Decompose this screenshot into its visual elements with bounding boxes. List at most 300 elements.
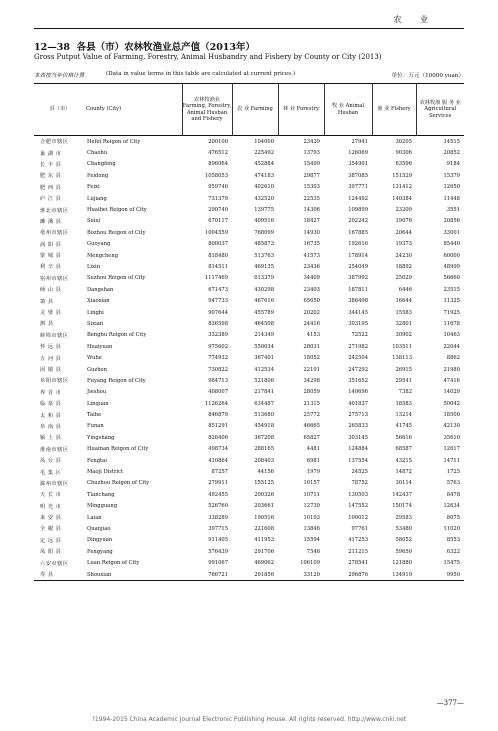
- value-cell: 130503: [348, 491, 368, 498]
- value-cell: 10103: [303, 514, 320, 521]
- value-cell: 521806: [254, 377, 274, 384]
- table-row: [34, 307, 464, 318]
- county-name-cn: 合肥市辖区: [40, 139, 69, 146]
- value-cell: 20852: [443, 150, 460, 157]
- value-cell: 291856: [232, 569, 278, 581]
- county-name-en: Linquan: [87, 400, 109, 407]
- table-row: [34, 523, 464, 534]
- value-cell: 814511: [208, 263, 228, 270]
- table-row: [34, 330, 464, 341]
- value-cell: 22101: [303, 366, 320, 373]
- value-cell: 21980: [443, 366, 460, 373]
- value-cell: 11325: [443, 298, 460, 305]
- value-cell: 12617: [443, 446, 460, 453]
- county-name-en: Hefei Reigon of City: [87, 138, 141, 145]
- county-name-en: Yingshang: [87, 434, 115, 441]
- table-row: [34, 569, 464, 581]
- value-cell: 15303: [303, 184, 320, 191]
- value-cell: 634487: [254, 400, 274, 407]
- table-row: [34, 193, 464, 204]
- value-cell: 50042: [443, 400, 460, 407]
- value-cell: 140696: [348, 389, 368, 396]
- county-name-cn: 蒙 城 县: [40, 253, 62, 260]
- value-cell: 401837: [348, 400, 368, 407]
- value-cell: 155125: [254, 480, 274, 487]
- table-row: [34, 170, 464, 181]
- value-cell: 109899: [348, 207, 368, 214]
- county-name-cn: 亳州市辖区: [40, 230, 69, 237]
- county-name-en: Guzhen: [87, 366, 107, 373]
- county-name-en: Suixi: [87, 218, 101, 225]
- county-name-cn: 滁州市辖区: [40, 480, 69, 487]
- value-cell: 10157: [303, 480, 320, 487]
- county-name-cn: 庐 江 县: [40, 196, 62, 203]
- value-cell: 907644: [208, 309, 228, 316]
- value-cell: 464508: [254, 320, 274, 327]
- value-cell: 550034: [254, 343, 274, 350]
- value-cell: 20644: [395, 229, 412, 236]
- value-cell: 576439: [208, 548, 228, 555]
- value-cell: 14872: [395, 469, 412, 476]
- value-cell: 8075: [446, 514, 460, 521]
- value-cell: 78752: [351, 480, 368, 487]
- value-cell: 41573: [303, 252, 320, 259]
- value-cell: 126069: [348, 150, 368, 157]
- data-table: [34, 83, 464, 581]
- value-cell: 103511: [392, 343, 412, 350]
- value-cell: 138113: [392, 355, 412, 362]
- value-cell: 1979: [306, 469, 320, 476]
- value-cell: 332389: [208, 332, 228, 339]
- county-name-en: Changfeng: [87, 161, 116, 168]
- table-row: [34, 409, 464, 420]
- county-name-cn: 长 丰 县: [40, 161, 62, 168]
- value-cell: 211215: [348, 548, 368, 555]
- table-row: [34, 239, 464, 250]
- value-cell: 56616: [395, 434, 412, 441]
- value-cell: 991067: [208, 560, 228, 567]
- table-row: [34, 250, 464, 261]
- county-name-cn: 灵 璧 县: [40, 310, 62, 317]
- value-cell: 192616: [348, 241, 368, 248]
- table-row: [34, 398, 464, 409]
- table-row: [34, 364, 464, 375]
- value-cell: 178914: [348, 252, 368, 259]
- value-cell: 47416: [443, 377, 460, 384]
- value-cell: 959746: [208, 184, 228, 191]
- county-name-cn: 寿 县: [34, 569, 86, 581]
- value-cell: 947733: [208, 298, 228, 305]
- value-cell: 23209: [395, 207, 412, 214]
- table-row: [34, 432, 464, 443]
- county-name-cn: 界 首 市: [40, 389, 62, 396]
- county-name-en: Sixian: [87, 320, 104, 327]
- value-cell: 217841: [254, 389, 274, 396]
- county-name-en: Chuzhou Reigon of City: [87, 480, 150, 487]
- value-cell: 242504: [348, 355, 368, 362]
- value-cell: 344145: [348, 309, 368, 316]
- value-cell: 48999: [443, 263, 460, 270]
- value-cell: 265833: [348, 423, 368, 430]
- value-cell: 43215: [395, 457, 412, 464]
- county-name-cn: 砀 山 县: [40, 287, 62, 294]
- value-cell: 10463: [443, 332, 460, 339]
- value-cell: 11678: [443, 320, 460, 327]
- county-name-en: Mingguang: [87, 503, 118, 510]
- section-header: 农 业: [393, 15, 436, 24]
- county-name-en: Taihe: [87, 412, 102, 419]
- copyright-footer: ?1994-2015 China Academic Journal Electronic Publishing House. All rights reserved. http://www.cnki.net: [91, 716, 407, 723]
- value-cell: 23403: [303, 286, 320, 293]
- col-services: 农林牧渔 服 务 业 Agricultural Services: [416, 84, 464, 136]
- table-row: [34, 444, 464, 455]
- value-cell: 139775: [254, 207, 274, 214]
- county-name-en: Fengtai: [87, 457, 107, 464]
- county-name-en: Feixi: [87, 184, 100, 191]
- value-cell: 354901: [348, 161, 368, 168]
- value-cell: 275713: [348, 412, 368, 419]
- value-cell: 411953: [254, 537, 274, 544]
- county-name-cn: 颍 上 县: [40, 435, 62, 442]
- value-cell: 134919: [372, 569, 416, 581]
- county-name-cn: 阜阳市辖区: [40, 378, 69, 385]
- value-cell: 68587: [395, 446, 412, 453]
- value-cell: 200100: [208, 138, 228, 145]
- value-cell: 14306: [303, 207, 320, 214]
- table-title-cn: [34, 39, 255, 53]
- value-cell: 25772: [303, 412, 320, 419]
- value-cell: 768099: [254, 229, 274, 236]
- value-cell: 474183: [254, 172, 274, 179]
- county-name-en: Xiaoxian: [87, 298, 110, 305]
- value-cell: 5763: [446, 480, 460, 487]
- value-cell: 6322: [446, 548, 460, 555]
- value-cell: 9184: [446, 161, 460, 168]
- table-title-cn-text: 各县（市）农林牧渔业总产值（2013年）: [76, 42, 256, 53]
- county-name-cn: 涡 阳 县: [40, 241, 62, 248]
- table-row: [34, 136, 464, 148]
- county-name-cn: 肥 东 县: [40, 173, 62, 180]
- value-cell: 16644: [395, 298, 412, 305]
- value-cell: 34409: [303, 275, 320, 282]
- value-cell: 8862: [446, 355, 460, 362]
- value-cell: 498734: [208, 446, 228, 453]
- county-name-cn: 来 安 县: [40, 515, 62, 522]
- value-cell: 12650: [443, 184, 460, 191]
- value-cell: 137554: [348, 457, 368, 464]
- value-cell: 7382: [398, 389, 412, 396]
- value-cell: 303145: [348, 434, 368, 441]
- value-cell: 25029: [395, 275, 412, 282]
- county-name-cn: 五 河 县: [40, 355, 62, 362]
- county-name-cn: 固 镇 县: [40, 367, 62, 373]
- value-cell: 7546: [306, 548, 320, 555]
- col-fishery: 渔 业 Fishery: [372, 84, 416, 136]
- value-cell: 34298: [303, 377, 320, 384]
- value-cell: 15499: [303, 161, 320, 168]
- value-cell: 187811: [348, 286, 368, 293]
- value-cell: 774932: [208, 355, 228, 362]
- county-name-en: Luan Reigon of City: [87, 560, 140, 567]
- table-row: [34, 421, 464, 432]
- value-cell: 412534: [254, 366, 274, 373]
- value-cell: 58052: [395, 537, 412, 544]
- county-name-cn: 泗 县: [40, 321, 54, 328]
- value-cell: 106109: [300, 560, 320, 567]
- value-cell: 140384: [392, 195, 412, 202]
- value-cell: 29877: [303, 172, 320, 179]
- value-cell: 131412: [392, 184, 412, 191]
- value-cell: 203661: [254, 503, 274, 510]
- value-cell: 836598: [208, 320, 228, 327]
- value-cell: 409516: [254, 218, 274, 225]
- col-county-cn: 县（市）: [49, 106, 71, 113]
- table-number: 12—38: [34, 42, 70, 53]
- unit-label: 单位：万元（10000 yuan）: [391, 73, 464, 79]
- table-title-en: Gross Putput Value of Farming, Forestry, Animal Husbandry and Fishery by County or City (2013): [34, 53, 382, 61]
- value-cell: 13214: [395, 412, 412, 419]
- county-name-en: Fuyang Reigon of City: [87, 377, 146, 384]
- value-cell: 225492: [254, 150, 274, 157]
- value-cell: 18500: [443, 412, 460, 419]
- value-cell: 671473: [208, 286, 228, 293]
- value-cell: 24230: [395, 252, 412, 259]
- value-cell: 410864: [208, 457, 228, 464]
- value-cell: 30205: [395, 138, 412, 145]
- value-cell: 417253: [348, 537, 368, 544]
- value-cell: 911405: [208, 537, 228, 544]
- table-row: [34, 387, 464, 398]
- value-cell: 35610: [443, 434, 460, 441]
- value-cell: 826406: [208, 434, 228, 441]
- value-cell: 124884: [348, 446, 368, 453]
- county-name-cn: 六安市辖区: [40, 560, 69, 567]
- county-name-cn: 凤 台 县: [40, 458, 62, 465]
- col-total: 农林牧渔业 Farming, Forestry, Animal Husban and Fishery: [182, 84, 232, 136]
- value-cell: 200326: [254, 491, 274, 498]
- county-name-en: Huainan Reigon of City: [87, 446, 149, 453]
- value-cell: 290740: [208, 207, 228, 214]
- value-cell: 214349: [254, 332, 274, 339]
- value-cell: 1058053: [204, 172, 228, 179]
- county-name-cn: 凤 阳 县: [40, 549, 62, 556]
- value-cell: 613379: [254, 275, 274, 282]
- value-cell: 303195: [348, 320, 368, 327]
- table-row: [34, 512, 464, 523]
- value-cell: 513680: [254, 412, 274, 419]
- table-row: [34, 147, 464, 158]
- value-cell: 15475: [443, 560, 460, 567]
- value-cell: 18052: [303, 355, 320, 362]
- value-cell: 44156: [257, 469, 274, 476]
- county-name-cn: 淮南市辖区: [40, 446, 69, 453]
- value-cell: 1126264: [204, 400, 228, 407]
- value-cell: 492455: [208, 491, 228, 498]
- value-cell: 32801: [395, 320, 412, 327]
- table-row: [34, 557, 464, 568]
- value-cell: 15379: [443, 172, 460, 179]
- header-rule: [34, 28, 464, 29]
- value-cell: 254049: [348, 263, 368, 270]
- county-name-en: Laian: [87, 514, 102, 521]
- meta-note-cn: 本表按当年价格计算: [34, 73, 85, 79]
- value-cell: 452884: [254, 161, 274, 168]
- table-row: [34, 466, 464, 477]
- value-cell: 800037: [208, 241, 228, 248]
- value-cell: 12634: [443, 503, 460, 510]
- county-name-en: Huaibei Reigon of City: [87, 207, 147, 214]
- value-cell: 386498: [348, 298, 368, 305]
- county-name-en: Wuhe: [87, 355, 102, 362]
- value-cell: 20856: [443, 218, 460, 225]
- value-cell: 28059: [303, 389, 320, 396]
- value-cell: 53480: [395, 525, 412, 532]
- value-cell: 150174: [392, 503, 412, 510]
- county-name-cn: 利 辛 县: [40, 264, 62, 271]
- county-name-en: Bozhou Reigon of City: [87, 229, 146, 236]
- value-cell: 338289: [208, 514, 228, 521]
- table-row: [34, 535, 464, 546]
- value-cell: 13846: [303, 525, 320, 532]
- value-cell: 27941: [351, 138, 368, 145]
- county-name-cn: 全 椒 县: [40, 526, 62, 533]
- table-row: [34, 261, 464, 272]
- value-cell: 100012: [348, 514, 368, 521]
- value-cell: 202242: [348, 218, 368, 225]
- county-name-cn: 肥 西 县: [40, 184, 62, 191]
- value-cell: 19373: [395, 241, 412, 248]
- value-cell: 10711: [303, 491, 320, 498]
- value-cell: 296876: [324, 569, 372, 581]
- value-cell: 24525: [351, 469, 368, 476]
- table-row: [34, 204, 464, 215]
- value-cell: 65650: [303, 298, 320, 305]
- value-cell: 1117469: [204, 275, 228, 282]
- value-cell: 367401: [254, 355, 274, 362]
- value-cell: 63596: [395, 161, 412, 168]
- value-cell: 288165: [254, 446, 274, 453]
- value-cell: 670117: [208, 218, 228, 225]
- county-name-en: Feidong: [87, 172, 109, 179]
- col-county-en: County (City): [86, 106, 122, 113]
- county-name-en: Shouxian: [86, 569, 182, 581]
- value-cell: 467616: [254, 298, 274, 305]
- value-cell: 87257: [211, 469, 228, 476]
- value-cell: 104000: [254, 138, 274, 145]
- value-cell: 121880: [392, 560, 412, 567]
- county-name-cn: 濉 溪 县: [40, 218, 62, 225]
- value-cell: 59650: [395, 548, 412, 555]
- value-cell: 432520: [254, 195, 274, 202]
- page-number: —377—: [436, 699, 464, 707]
- value-cell: 469135: [254, 263, 274, 270]
- value-cell: 367208: [254, 434, 274, 441]
- table-row: [34, 478, 464, 489]
- value-cell: 90306: [395, 150, 412, 157]
- county-name-en: Mengcheng: [87, 252, 119, 259]
- table-row: [34, 375, 464, 386]
- county-name-en: Chaohu: [87, 150, 108, 157]
- table-header: [34, 84, 464, 136]
- value-cell: 271982: [348, 343, 368, 350]
- county-name-en: Funan: [87, 423, 104, 430]
- value-cell: 23436: [303, 263, 320, 270]
- value-cell: 33001: [443, 229, 460, 236]
- value-cell: 730822: [208, 366, 228, 373]
- value-cell: 21315: [303, 400, 320, 407]
- value-cell: 65827: [303, 434, 320, 441]
- value-cell: 221608: [254, 525, 274, 532]
- value-cell: 14711: [443, 457, 460, 464]
- county-name-en: Suzhou Reigon of City: [87, 275, 146, 282]
- county-name-cn: 宿州市辖区: [40, 275, 69, 282]
- value-cell: 33120: [278, 569, 324, 581]
- county-name-en: Lixin: [87, 263, 101, 270]
- value-cell: 167885: [348, 229, 368, 236]
- value-cell: 469062: [254, 560, 274, 567]
- county-name-cn: 巢 湖 市: [40, 150, 62, 157]
- value-cell: 6981: [306, 457, 320, 464]
- value-cell: 85440: [443, 241, 460, 248]
- value-cell: 72522: [351, 332, 368, 339]
- value-cell: 208403: [254, 457, 274, 464]
- value-cell: 279911: [208, 480, 228, 487]
- county-name-cn: 明 光 市: [40, 503, 62, 510]
- county-name-cn: 太 和 县: [40, 412, 62, 419]
- value-cell: 71925: [443, 309, 460, 316]
- value-cell: 4153: [306, 332, 320, 339]
- value-cell: 23515: [443, 286, 460, 293]
- value-cell: 147552: [348, 503, 368, 510]
- value-cell: 42130: [443, 423, 460, 430]
- value-cell: 18892: [395, 263, 412, 270]
- value-cell: 29541: [395, 377, 412, 384]
- value-cell: 16735: [303, 241, 320, 248]
- value-cell: 8478: [446, 491, 460, 498]
- county-name-cn: 毛 集 区: [40, 469, 62, 476]
- value-cell: 41745: [395, 423, 412, 430]
- value-cell: 397715: [208, 525, 228, 532]
- value-cell: 851291: [208, 423, 228, 430]
- table-body: [34, 136, 464, 581]
- meta-note-en: (Data in value terms in this table are calculated at current prices.): [106, 71, 296, 77]
- value-cell: 23439: [303, 138, 320, 145]
- county-name-cn: 萧 县: [40, 298, 54, 305]
- value-cell: 14515: [443, 138, 460, 145]
- value-cell: 485873: [254, 241, 274, 248]
- county-name-cn: 淮北市辖区: [40, 207, 69, 214]
- county-name-en: Guoyang: [87, 241, 111, 248]
- value-cell: 11448: [443, 195, 460, 202]
- value-cell: 397771: [348, 184, 368, 191]
- value-cell: 28031: [303, 343, 320, 350]
- value-cell: 6446: [398, 286, 412, 293]
- county-name-cn: 怀 远 县: [40, 344, 62, 351]
- value-cell: 387085: [348, 172, 368, 179]
- county-name-en: Lujiang: [87, 195, 107, 202]
- value-cell: 4481: [306, 446, 320, 453]
- value-cell: 15594: [303, 537, 320, 544]
- table-row: [34, 352, 464, 363]
- value-cell: 766721: [182, 569, 232, 581]
- value-cell: 20202: [303, 309, 320, 316]
- value-cell: 56660: [443, 275, 460, 282]
- value-cell: 12739: [303, 503, 320, 510]
- value-cell: 60000: [443, 252, 460, 259]
- value-cell: 22535: [303, 195, 320, 202]
- county-name-en: Bengbu Reigon of City: [87, 332, 147, 339]
- value-cell: 14930: [303, 229, 320, 236]
